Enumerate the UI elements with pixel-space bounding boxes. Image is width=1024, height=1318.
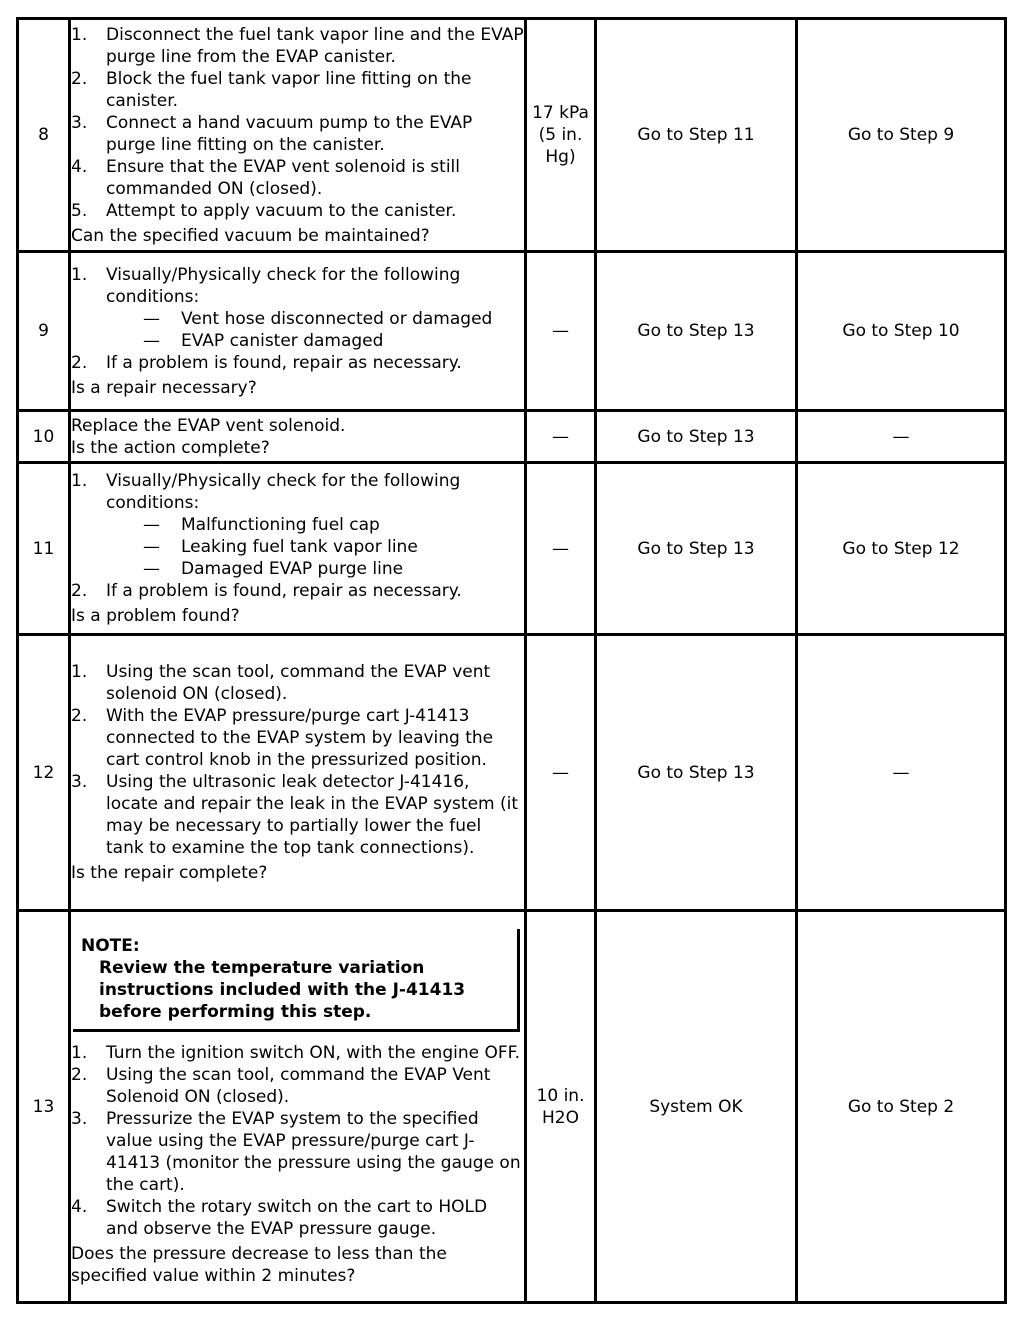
table-row-step-10 [18, 411, 1006, 463]
question: Is a problem found? [71, 606, 240, 626]
note-text: Review the temperature variation instructions included with the J-41413 before performing this step. [99, 958, 466, 1022]
list-item: 2. With the EVAP pressure/purge cart J-41413 connected to the EVAP system by leaving the cart control knob in the pressurized position. [71, 706, 494, 770]
action-text: Replace the EVAP vent solenoid. [71, 415, 346, 436]
value-cell: — [526, 463, 596, 635]
no-cell: — [797, 635, 1006, 911]
yes-cell: Go to Step 13 [596, 463, 797, 635]
list-item: 1. Visually/Physically check for the following conditions: — Vent hose disconnected or damaged — EVAP canister damaged [71, 264, 524, 352]
yes-cell: Go to Step 11 [596, 19, 797, 252]
step-number: 9 [18, 252, 70, 411]
value-cell: 17 kPa (5 in. Hg) [526, 19, 596, 252]
list-item: 1. Visually/Physically check for the following conditions: — Malfunctioning fuel cap — Leaking fuel tank vapor line — Damaged EVAP purge line [71, 470, 524, 580]
step-number: 12 [18, 635, 70, 911]
sub-list-item: — EVAP canister damaged [143, 330, 384, 351]
step-number: 10 [18, 411, 70, 463]
list-item: 2. Block the fuel tank vapor line fitting on the canister. [71, 68, 472, 111]
sub-list-item: — Leaking fuel tank vapor line [143, 537, 418, 557]
no-cell: Go to Step 12 [797, 463, 1006, 635]
action-cell [70, 411, 526, 463]
list-item: 3. Pressurize the EVAP system to the specified value using the EVAP pressure/purge cart J-41413 (monitor the pressure using the gauge on the cart). [71, 1109, 521, 1195]
step-number: 8 [18, 19, 70, 252]
note-box [73, 929, 520, 1032]
list-item: 1. Disconnect the fuel tank vapor line and the EVAP purge line from the EVAP canister. [71, 24, 524, 67]
list-item: 4. Switch the rotary switch on the cart to HOLD and observe the EVAP pressure gauge. [71, 1197, 488, 1239]
yes-cell: Go to Step 13 [596, 411, 797, 463]
table-row-step-11 [18, 463, 1006, 635]
question: Does the pressure decrease to less than the specified value within 2 minutes? [71, 1244, 447, 1286]
question: Is the repair complete? [71, 863, 268, 883]
action-cell [70, 463, 526, 635]
yes-cell: Go to Step 13 [596, 252, 797, 411]
diagnostic-table [16, 17, 1007, 1304]
list-item: 1. Turn the ignition switch ON, with the engine OFF. [71, 1043, 521, 1063]
action-cell [70, 635, 526, 911]
value-cell: — [526, 411, 596, 463]
no-cell: Go to Step 9 [797, 19, 1006, 252]
list-item: 1. Using the scan tool, command the EVAP vent solenoid ON (closed). [71, 662, 491, 704]
yes-cell: Go to Step 13 [596, 635, 797, 911]
question: Can the specified vacuum be maintained? [71, 225, 430, 246]
step-number: 11 [18, 463, 70, 635]
no-cell: Go to Step 10 [797, 252, 1006, 411]
table-row-step-12 [18, 635, 1006, 911]
step-number: 13 [18, 911, 70, 1303]
sub-list-item: — Damaged EVAP purge line [143, 559, 404, 579]
value-cell: — [526, 252, 596, 411]
table-row-step-9 [18, 252, 1006, 411]
question: Is the action complete? [71, 437, 270, 458]
value-cell: — [526, 635, 596, 911]
list-item: 2. If a problem is found, repair as necessary. [71, 581, 462, 601]
table-row-step-13 [18, 911, 1006, 1303]
list-item: 5. Attempt to apply vacuum to the canister. [71, 200, 457, 221]
sub-list-item: — Vent hose disconnected or damaged [143, 308, 493, 329]
list-item: 4. Ensure that the EVAP vent solenoid is still commanded ON (closed). [71, 156, 460, 199]
note-label: NOTE: [81, 936, 140, 956]
yes-cell: System OK [596, 911, 797, 1303]
action-cell [70, 19, 526, 252]
list-item: 3. Connect a hand vacuum pump to the EVAP purge line fitting on the canister. [71, 112, 473, 155]
no-cell: Go to Step 2 [797, 911, 1006, 1303]
action-cell [70, 252, 526, 411]
question: Is a repair necessary? [71, 377, 257, 398]
action-cell [70, 911, 526, 1303]
table-row-step-8 [18, 19, 1006, 252]
sub-list-item: — Malfunctioning fuel cap [143, 515, 380, 535]
list-item: 3. Using the ultrasonic leak detector J-41416, locate and repair the leak in the EVAP system (it may be necessary to partially lower the fuel tank to examine the top tank connections). [71, 772, 519, 858]
value-cell: 10 in. H2O [526, 911, 596, 1303]
no-cell: — [797, 411, 1006, 463]
list-item: 2. Using the scan tool, command the EVAP Vent Solenoid ON (closed). [71, 1065, 491, 1107]
list-item: 2. If a problem is found, repair as necessary. [71, 352, 462, 373]
